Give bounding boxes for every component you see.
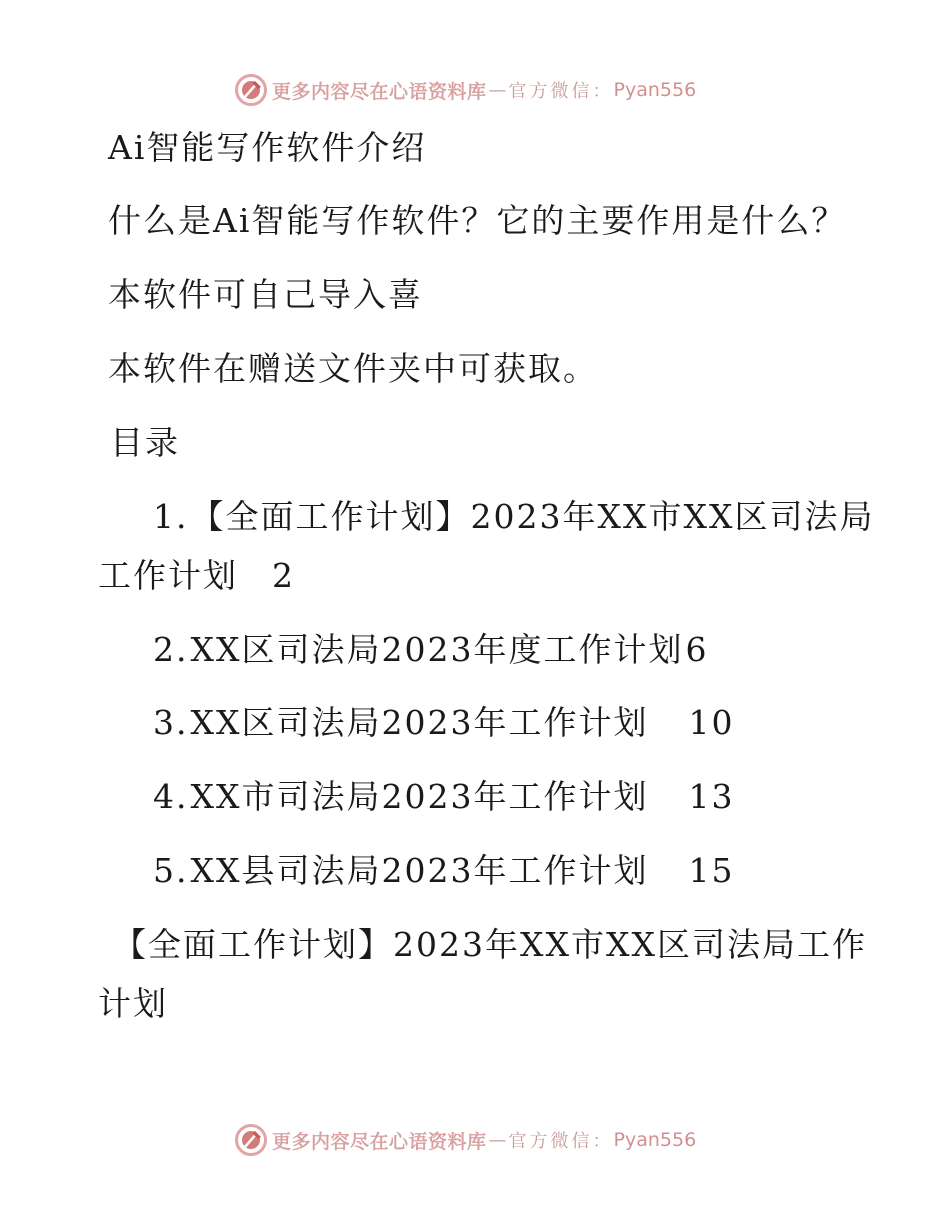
intro-line-1: 本软件可自己导入喜 [108, 275, 423, 314]
logo-icon [234, 73, 268, 107]
toc-item-2[interactable] [153, 630, 708, 670]
watermark-wechat-id: Pyan556 [613, 79, 697, 101]
toc-item-title: 【全面工作计划】2023年XX市XX区司法局 [190, 497, 875, 536]
section-heading-continued: 计划 [98, 984, 168, 1023]
toc-item-5[interactable] [153, 851, 734, 891]
intro-line-2: 本软件在赠送文件夹中可获取。 [108, 349, 598, 388]
toc-item-page: 2 [272, 556, 295, 595]
watermark-brand-text: 更多内容尽在心语资料库 [272, 80, 487, 103]
toc-item-page: 13 [688, 777, 735, 816]
watermark-label: 官方微信： [508, 81, 614, 102]
section-heading: 【全面工作计划】2023年XX市XX区司法局工作 [113, 925, 867, 964]
toc-item-page: 6 [685, 630, 709, 669]
footer-watermark [234, 1122, 696, 1158]
logo-icon [234, 1123, 268, 1157]
header-watermark [234, 72, 696, 108]
toc-item-1-continued[interactable] [98, 556, 295, 596]
watermark-dash: — [488, 1129, 507, 1151]
watermark-brand-text: 更多内容尽在心语资料库 [272, 1130, 487, 1153]
toc-item-number: 2. [153, 630, 189, 669]
toc-item-page: 15 [688, 851, 735, 890]
toc-item-title: XX区司法局2023年度工作计划 [190, 630, 684, 669]
toc-item-title: 工作计划 [98, 556, 238, 595]
toc-heading: 目录 [110, 423, 180, 462]
toc-item-number: 5. [153, 851, 189, 890]
intro-question: 什么是Ai智能写作软件？它的主要作用是什么？ [108, 201, 847, 240]
toc-item-title: XX市司法局2023年工作计划 [190, 777, 649, 816]
toc-item-3[interactable] [153, 703, 734, 743]
watermark-wechat-id: Pyan556 [613, 1129, 697, 1151]
watermark-label: 官方微信： [508, 1131, 614, 1152]
toc-item-4[interactable] [153, 777, 734, 817]
watermark-dash: — [488, 79, 507, 101]
intro-title: Ai智能写作软件介绍 [108, 128, 427, 167]
toc-item-number: 4. [153, 777, 189, 816]
toc-item-page: 10 [688, 703, 735, 742]
toc-item-number: 1. [153, 497, 189, 536]
toc-item-title: XX县司法局2023年工作计划 [190, 851, 649, 890]
toc-item-number: 3. [153, 703, 189, 742]
toc-item-1[interactable] [153, 497, 874, 537]
toc-item-title: XX区司法局2023年工作计划 [190, 703, 649, 742]
